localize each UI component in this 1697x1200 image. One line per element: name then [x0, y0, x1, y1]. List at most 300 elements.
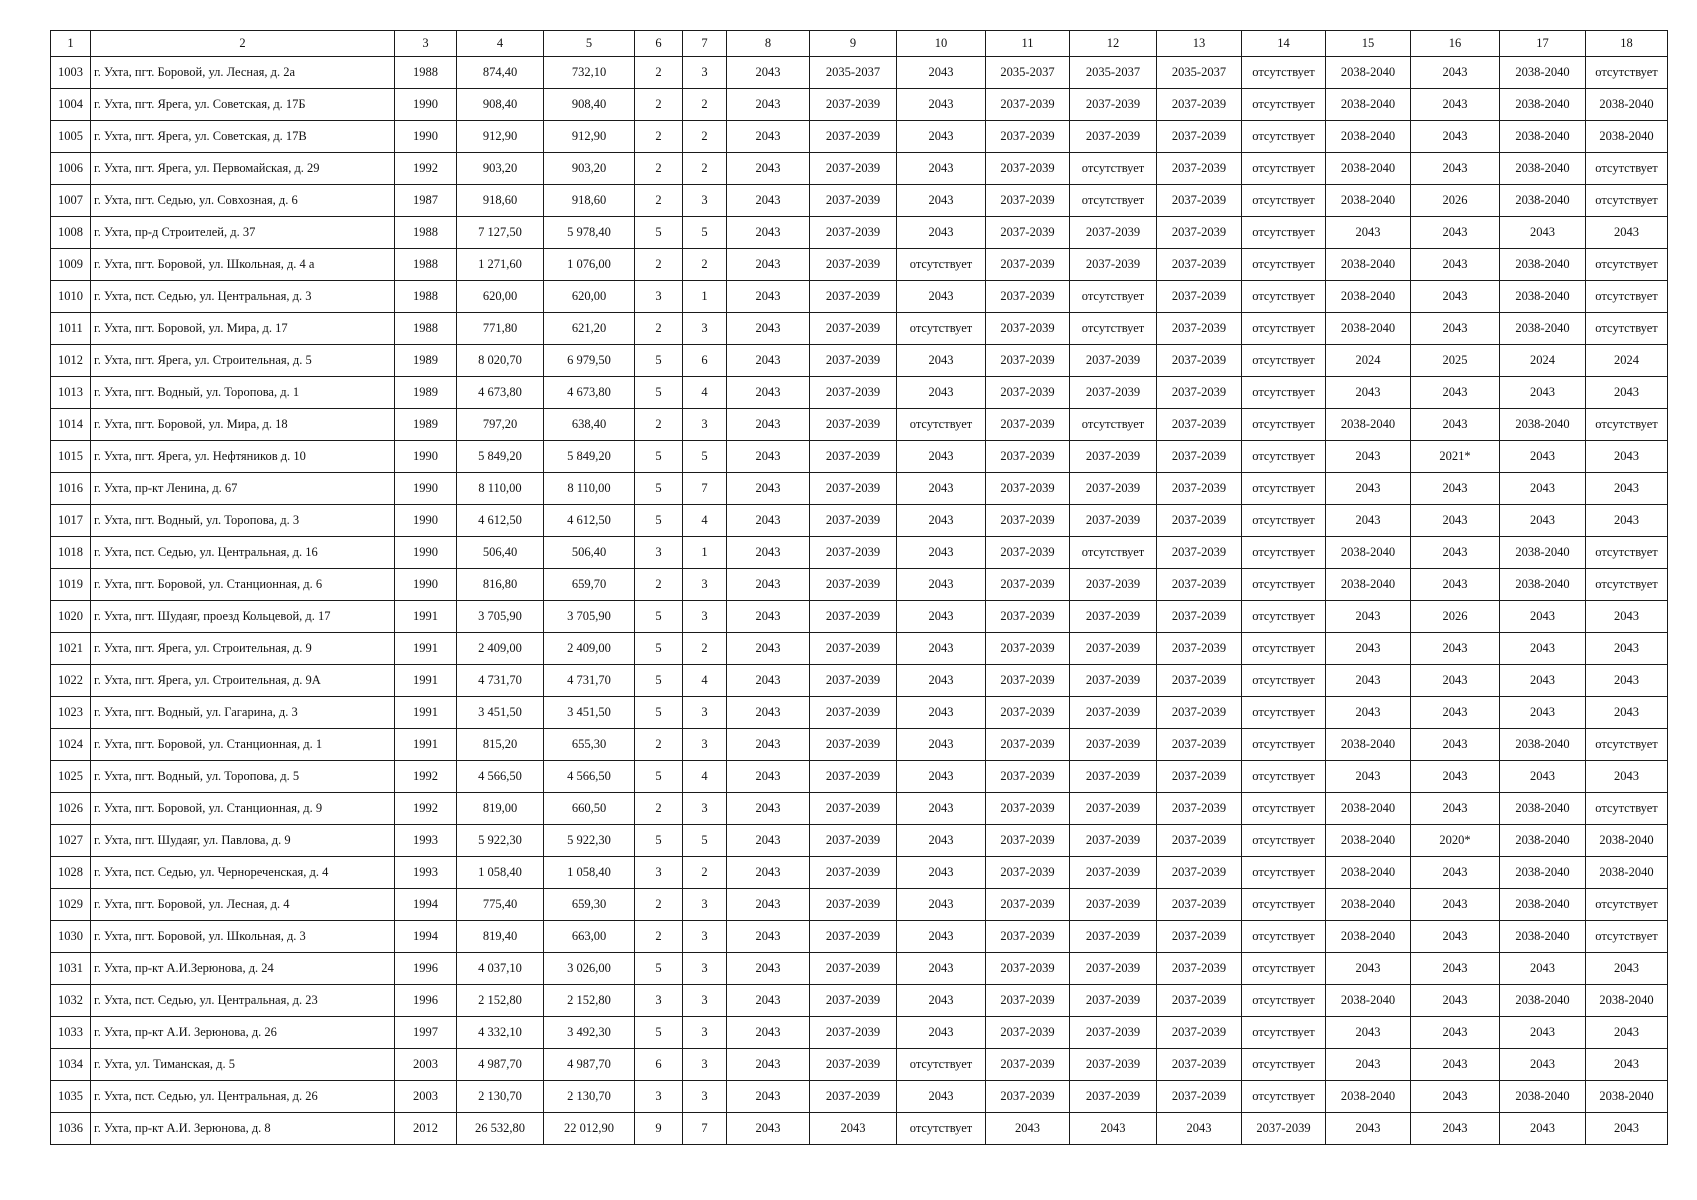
- table-cell: 22 012,90: [544, 1113, 635, 1145]
- table-cell: 4 566,50: [457, 761, 544, 793]
- table-cell: 5 922,30: [544, 825, 635, 857]
- table-row: [51, 57, 1668, 89]
- address-cell: г. Ухта, пгт. Боровой, ул. Школьная, д. 3: [91, 921, 395, 953]
- table-cell: 2043: [727, 409, 810, 441]
- table-cell: 2038-2040: [1326, 89, 1411, 121]
- table-cell: 2043: [1326, 377, 1411, 409]
- row-number-cell: 1036: [51, 1113, 91, 1145]
- table-cell: 3: [683, 1081, 727, 1113]
- table-cell: 2043: [727, 793, 810, 825]
- table-cell: 655,30: [544, 729, 635, 761]
- table-cell: отсутствует: [1242, 57, 1326, 89]
- table-cell: 2037-2039: [1070, 825, 1157, 857]
- table-cell: 2037-2039: [810, 313, 897, 345]
- table-cell: 819,40: [457, 921, 544, 953]
- table-row: [51, 441, 1668, 473]
- address-cell: г. Ухта, пгт. Ярега, ул. Строительная, д. 9А: [91, 665, 395, 697]
- table-cell: 2037-2039: [1157, 409, 1242, 441]
- table-cell: отсутствует: [1242, 633, 1326, 665]
- table-cell: 903,20: [457, 153, 544, 185]
- table-cell: 2038-2040: [1500, 569, 1586, 601]
- table-cell: 2037-2039: [1070, 441, 1157, 473]
- table-cell: 2038-2040: [1326, 409, 1411, 441]
- table-cell: 1996: [395, 953, 457, 985]
- table-cell: 2037-2039: [1070, 569, 1157, 601]
- table-cell: 2043: [1411, 377, 1500, 409]
- table-cell: 3: [683, 185, 727, 217]
- table-cell: отсутствует: [897, 249, 986, 281]
- table-row: [51, 665, 1668, 697]
- row-number-cell: 1027: [51, 825, 91, 857]
- table-cell: 2038-2040: [1326, 857, 1411, 889]
- table-cell: 2037-2039: [810, 153, 897, 185]
- column-header-14: 14: [1242, 31, 1326, 57]
- table-cell: 2043: [727, 121, 810, 153]
- table-cell: 1 076,00: [544, 249, 635, 281]
- table-cell: отсутствует: [1586, 569, 1668, 601]
- table-cell: 1992: [395, 793, 457, 825]
- table-cell: 2038-2040: [1326, 569, 1411, 601]
- table-cell: отсутствует: [1070, 185, 1157, 217]
- column-header-8: 8: [727, 31, 810, 57]
- table-cell: 2037-2039: [1157, 1017, 1242, 1049]
- table-cell: 2037-2039: [810, 825, 897, 857]
- table-cell: 2043: [1326, 1113, 1411, 1145]
- table-cell: 2037-2039: [986, 249, 1070, 281]
- table-cell: 2037-2039: [1157, 985, 1242, 1017]
- table-cell: 3 705,90: [544, 601, 635, 633]
- table-cell: 2043: [727, 1017, 810, 1049]
- table-cell: 2043: [897, 953, 986, 985]
- table-cell: отсутствует: [1242, 857, 1326, 889]
- table-cell: 2037-2039: [810, 761, 897, 793]
- table-cell: 1992: [395, 153, 457, 185]
- table-cell: 5: [635, 441, 683, 473]
- table-cell: 2043: [727, 505, 810, 537]
- table-cell: 5 922,30: [457, 825, 544, 857]
- table-row: [51, 985, 1668, 1017]
- table-cell: 5: [635, 1017, 683, 1049]
- column-header-1: 1: [51, 31, 91, 57]
- table-cell: 1993: [395, 825, 457, 857]
- table-cell: 8 020,70: [457, 345, 544, 377]
- table-cell: 2043: [897, 153, 986, 185]
- table-cell: 2003: [395, 1081, 457, 1113]
- table-cell: 918,60: [544, 185, 635, 217]
- table-cell: 660,50: [544, 793, 635, 825]
- table-cell: 638,40: [544, 409, 635, 441]
- table-cell: 2043: [897, 57, 986, 89]
- column-header-4: 4: [457, 31, 544, 57]
- address-cell: г. Ухта, пгт. Боровой, ул. Лесная, д. 4: [91, 889, 395, 921]
- table-row: [51, 153, 1668, 185]
- table-cell: 5: [635, 761, 683, 793]
- table-row: [51, 1113, 1668, 1145]
- table-cell: 2037-2039: [1157, 377, 1242, 409]
- housing-repair-schedule-table: [50, 30, 1668, 1145]
- column-header-2: 2: [91, 31, 395, 57]
- table-cell: 1997: [395, 1017, 457, 1049]
- table-cell: 2043: [1326, 633, 1411, 665]
- table-cell: 2037-2039: [1157, 537, 1242, 569]
- table-cell: 2038-2040: [1500, 153, 1586, 185]
- table-cell: 2038-2040: [1586, 985, 1668, 1017]
- table-cell: 2037-2039: [810, 729, 897, 761]
- table-cell: 2003: [395, 1049, 457, 1081]
- table-cell: 2043: [1326, 697, 1411, 729]
- row-number-cell: 1010: [51, 281, 91, 313]
- table-cell: 2043: [897, 281, 986, 313]
- table-cell: отсутствует: [1586, 793, 1668, 825]
- table-cell: 2037-2039: [810, 697, 897, 729]
- table-cell: 2043: [1411, 505, 1500, 537]
- address-cell: г. Ухта, пст. Седью, ул. Центральная, д. 26: [91, 1081, 395, 1113]
- table-cell: 2037-2039: [1070, 985, 1157, 1017]
- table-cell: 2043: [897, 601, 986, 633]
- table-cell: 2037-2039: [986, 953, 1070, 985]
- table-cell: отсутствует: [1242, 345, 1326, 377]
- column-number-row: [51, 31, 1668, 57]
- table-cell: 2024: [1326, 345, 1411, 377]
- table-cell: отсутствует: [1242, 249, 1326, 281]
- table-row: [51, 1049, 1668, 1081]
- table-row: [51, 281, 1668, 313]
- table-cell: отсутствует: [1242, 217, 1326, 249]
- table-cell: 2043: [1411, 857, 1500, 889]
- table-cell: 2035-2037: [1070, 57, 1157, 89]
- table-cell: 2037-2039: [986, 121, 1070, 153]
- table-cell: 2043: [1500, 697, 1586, 729]
- table-cell: 2037-2039: [1070, 857, 1157, 889]
- table-row: [51, 377, 1668, 409]
- table-cell: 5: [635, 473, 683, 505]
- table-cell: 4 731,70: [457, 665, 544, 697]
- table-cell: 2043: [1411, 793, 1500, 825]
- table-cell: 2037-2039: [986, 537, 1070, 569]
- table-cell: 2037-2039: [810, 601, 897, 633]
- table-cell: 2038-2040: [1326, 729, 1411, 761]
- table-cell: 2043: [897, 569, 986, 601]
- column-header-5: 5: [544, 31, 635, 57]
- table-cell: 2043: [1411, 121, 1500, 153]
- table-cell: 2: [683, 89, 727, 121]
- table-cell: 2038-2040: [1500, 921, 1586, 953]
- table-cell: 620,00: [544, 281, 635, 313]
- address-cell: г. Ухта, пгт. Боровой, ул. Станционная, д. 6: [91, 569, 395, 601]
- table-row: [51, 761, 1668, 793]
- table-cell: 5: [635, 697, 683, 729]
- table-cell: 2: [635, 121, 683, 153]
- address-cell: г. Ухта, пр-кт А.И. Зерюнова, д. 26: [91, 1017, 395, 1049]
- table-row: [51, 217, 1668, 249]
- table-cell: 2037-2039: [1070, 953, 1157, 985]
- table-cell: 2024: [1586, 345, 1668, 377]
- table-cell: 2038-2040: [1500, 1081, 1586, 1113]
- address-cell: г. Ухта, пр-д Строителей, д. 37: [91, 217, 395, 249]
- table-cell: 2043: [1326, 441, 1411, 473]
- table-cell: 2043: [1586, 633, 1668, 665]
- table-cell: 2038-2040: [1326, 889, 1411, 921]
- table-cell: 3: [635, 537, 683, 569]
- table-cell: отсутствует: [1242, 1049, 1326, 1081]
- table-cell: 3: [683, 729, 727, 761]
- column-header-18: 18: [1586, 31, 1668, 57]
- table-cell: 2043: [1326, 1049, 1411, 1081]
- table-cell: 912,90: [457, 121, 544, 153]
- table-cell: 2037-2039: [810, 89, 897, 121]
- table-cell: 3 705,90: [457, 601, 544, 633]
- table-cell: 4: [683, 505, 727, 537]
- table-cell: 2043: [897, 1017, 986, 1049]
- table-cell: 2035-2037: [810, 57, 897, 89]
- table-cell: 2: [635, 409, 683, 441]
- table-cell: 1996: [395, 985, 457, 1017]
- table-cell: 2043: [727, 665, 810, 697]
- table-cell: 2043: [1586, 601, 1668, 633]
- table-cell: 2: [635, 569, 683, 601]
- table-cell: 2043: [727, 761, 810, 793]
- row-number-cell: 1034: [51, 1049, 91, 1081]
- table-cell: 1991: [395, 665, 457, 697]
- table-cell: 2038-2040: [1500, 889, 1586, 921]
- table-cell: 1991: [395, 729, 457, 761]
- address-cell: г. Ухта, пгт. Ярега, ул. Советская, д. 17В: [91, 121, 395, 153]
- table-cell: 2 409,00: [457, 633, 544, 665]
- table-cell: 2037-2039: [1157, 505, 1242, 537]
- table-row: [51, 505, 1668, 537]
- table-row: [51, 601, 1668, 633]
- table-cell: 2037-2039: [810, 1081, 897, 1113]
- table-cell: 2 130,70: [544, 1081, 635, 1113]
- table-cell: 2037-2039: [986, 601, 1070, 633]
- table-cell: 2043: [897, 857, 986, 889]
- table-cell: 1987: [395, 185, 457, 217]
- table-cell: 771,80: [457, 313, 544, 345]
- table-cell: отсутствует: [1070, 409, 1157, 441]
- table-cell: 2043: [1586, 1113, 1668, 1145]
- table-cell: 2038-2040: [1326, 825, 1411, 857]
- table-cell: отсутствует: [1242, 1017, 1326, 1049]
- table-cell: отсутствует: [1242, 377, 1326, 409]
- table-cell: 2038-2040: [1326, 281, 1411, 313]
- table-cell: 2037-2039: [1070, 697, 1157, 729]
- table-cell: 2037-2039: [1157, 473, 1242, 505]
- table-cell: 2037-2039: [1157, 89, 1242, 121]
- table-cell: 2037-2039: [1157, 697, 1242, 729]
- table-cell: 2037-2039: [1157, 217, 1242, 249]
- table-cell: 2038-2040: [1500, 281, 1586, 313]
- table-cell: 2043: [1500, 601, 1586, 633]
- table-cell: 2037-2039: [1242, 1113, 1326, 1145]
- table-cell: 5: [635, 953, 683, 985]
- table-cell: 2 130,70: [457, 1081, 544, 1113]
- table-cell: 3: [683, 601, 727, 633]
- table-cell: 4: [683, 761, 727, 793]
- table-cell: 2043: [727, 441, 810, 473]
- table-cell: 2043: [727, 249, 810, 281]
- table-cell: 2037-2039: [810, 377, 897, 409]
- table-cell: 2043: [1326, 953, 1411, 985]
- row-number-cell: 1033: [51, 1017, 91, 1049]
- table-cell: 2037-2039: [1157, 249, 1242, 281]
- table-cell: 2037-2039: [1157, 313, 1242, 345]
- table-cell: 2038-2040: [1326, 985, 1411, 1017]
- table-cell: 1991: [395, 697, 457, 729]
- table-cell: 2037-2039: [1070, 345, 1157, 377]
- table-cell: 2043: [727, 89, 810, 121]
- table-cell: 2037-2039: [1157, 345, 1242, 377]
- table-cell: 3: [683, 1017, 727, 1049]
- table-cell: 2043: [1326, 761, 1411, 793]
- table-cell: 2: [683, 249, 727, 281]
- address-cell: г. Ухта, пгт. Шудаяг, проезд Кольцевой, д. 17: [91, 601, 395, 633]
- table-cell: отсутствует: [1242, 761, 1326, 793]
- table-cell: 2043: [1157, 1113, 1242, 1145]
- column-header-7: 7: [683, 31, 727, 57]
- table-cell: 3: [635, 857, 683, 889]
- table-cell: 2043: [1586, 665, 1668, 697]
- table-cell: 2037-2039: [810, 249, 897, 281]
- table-cell: 2: [635, 793, 683, 825]
- table-cell: 2037-2039: [1070, 633, 1157, 665]
- address-cell: г. Ухта, пгт. Шудаяг, ул. Павлова, д. 9: [91, 825, 395, 857]
- table-cell: 506,40: [457, 537, 544, 569]
- table-cell: 2037-2039: [1070, 505, 1157, 537]
- table-cell: 2043: [1586, 761, 1668, 793]
- table-cell: 2: [635, 249, 683, 281]
- table-cell: 1992: [395, 761, 457, 793]
- table-cell: 2037-2039: [986, 569, 1070, 601]
- table-cell: 8 110,00: [457, 473, 544, 505]
- table-cell: отсутствует: [1242, 601, 1326, 633]
- table-cell: 2037-2039: [810, 409, 897, 441]
- table-cell: 2043: [727, 57, 810, 89]
- table-row: [51, 825, 1668, 857]
- table-cell: 2037-2039: [986, 857, 1070, 889]
- table-cell: 1990: [395, 89, 457, 121]
- table-row: [51, 697, 1668, 729]
- table-cell: 5 849,20: [457, 441, 544, 473]
- table-cell: 2037-2039: [810, 665, 897, 697]
- table-cell: 2043: [1411, 729, 1500, 761]
- table-cell: 2043: [727, 633, 810, 665]
- table-cell: 2025: [1411, 345, 1500, 377]
- table-cell: 1994: [395, 921, 457, 953]
- table-cell: 775,40: [457, 889, 544, 921]
- table-cell: отсутствует: [897, 313, 986, 345]
- table-cell: 2043: [810, 1113, 897, 1145]
- table-cell: отсутствует: [1242, 1081, 1326, 1113]
- address-cell: г. Ухта, пгт. Водный, ул. Гагарина, д. 3: [91, 697, 395, 729]
- table-cell: 2037-2039: [1157, 121, 1242, 153]
- table-cell: 2037-2039: [986, 89, 1070, 121]
- table-cell: 2037-2039: [986, 281, 1070, 313]
- table-cell: 2037-2039: [1157, 921, 1242, 953]
- table-cell: 1989: [395, 377, 457, 409]
- table-cell: отсутствует: [1242, 697, 1326, 729]
- table-cell: 2037-2039: [986, 825, 1070, 857]
- table-cell: 903,20: [544, 153, 635, 185]
- table-cell: 5: [635, 377, 683, 409]
- table-row: [51, 729, 1668, 761]
- table-cell: 2037-2039: [810, 121, 897, 153]
- table-cell: 2: [683, 153, 727, 185]
- row-number-cell: 1004: [51, 89, 91, 121]
- table-cell: 2037-2039: [810, 537, 897, 569]
- table-cell: 1988: [395, 281, 457, 313]
- table-cell: отсутствует: [1070, 281, 1157, 313]
- table-cell: 2037-2039: [1157, 601, 1242, 633]
- table-cell: 1990: [395, 121, 457, 153]
- table-cell: 2038-2040: [1586, 89, 1668, 121]
- table-cell: 1990: [395, 505, 457, 537]
- table-cell: 2043: [897, 185, 986, 217]
- table-cell: 3 026,00: [544, 953, 635, 985]
- row-number-cell: 1024: [51, 729, 91, 761]
- table-cell: 2037-2039: [986, 377, 1070, 409]
- column-header-16: 16: [1411, 31, 1500, 57]
- table-cell: 2037-2039: [810, 985, 897, 1017]
- table-cell: 1 271,60: [457, 249, 544, 281]
- table-cell: 2038-2040: [1326, 185, 1411, 217]
- row-number-cell: 1014: [51, 409, 91, 441]
- table-cell: 2043: [1500, 761, 1586, 793]
- row-number-cell: 1018: [51, 537, 91, 569]
- table-cell: 5 849,20: [544, 441, 635, 473]
- table-cell: 2037-2039: [810, 569, 897, 601]
- table-cell: 2038-2040: [1500, 57, 1586, 89]
- address-cell: г. Ухта, пгт. Ярега, ул. Нефтяников д. 10: [91, 441, 395, 473]
- table-row: [51, 473, 1668, 505]
- table-cell: 2043: [727, 921, 810, 953]
- table-cell: 2038-2040: [1586, 825, 1668, 857]
- table-cell: 2038-2040: [1326, 537, 1411, 569]
- table-cell: отсутствует: [1070, 537, 1157, 569]
- table-cell: 3: [683, 921, 727, 953]
- table-cell: 2037-2039: [1070, 1049, 1157, 1081]
- row-number-cell: 1011: [51, 313, 91, 345]
- table-cell: 2038-2040: [1326, 793, 1411, 825]
- column-header-3: 3: [395, 31, 457, 57]
- table-cell: 2043: [1411, 569, 1500, 601]
- table-cell: отсутствует: [1242, 537, 1326, 569]
- table-cell: 816,80: [457, 569, 544, 601]
- table-cell: 2043: [1070, 1113, 1157, 1145]
- table-cell: 2043: [897, 345, 986, 377]
- table-cell: 2043: [727, 313, 810, 345]
- table-cell: 2038-2040: [1500, 537, 1586, 569]
- table-cell: отсутствует: [1586, 409, 1668, 441]
- table-cell: 2043: [897, 217, 986, 249]
- table-cell: 1990: [395, 473, 457, 505]
- table-cell: 2043: [727, 377, 810, 409]
- table-cell: 908,40: [544, 89, 635, 121]
- table-cell: 2037-2039: [1070, 473, 1157, 505]
- table-cell: 2043: [727, 473, 810, 505]
- table-cell: 2037-2039: [986, 729, 1070, 761]
- table-cell: 2037-2039: [986, 505, 1070, 537]
- table-cell: 7: [683, 473, 727, 505]
- table-cell: отсутствует: [1242, 985, 1326, 1017]
- table-cell: 506,40: [544, 537, 635, 569]
- row-number-cell: 1006: [51, 153, 91, 185]
- table-cell: 2043: [1411, 1081, 1500, 1113]
- table-row: [51, 121, 1668, 153]
- table-cell: 2026: [1411, 601, 1500, 633]
- table-cell: 3: [683, 889, 727, 921]
- table-cell: 2037-2039: [1157, 825, 1242, 857]
- table-cell: 621,20: [544, 313, 635, 345]
